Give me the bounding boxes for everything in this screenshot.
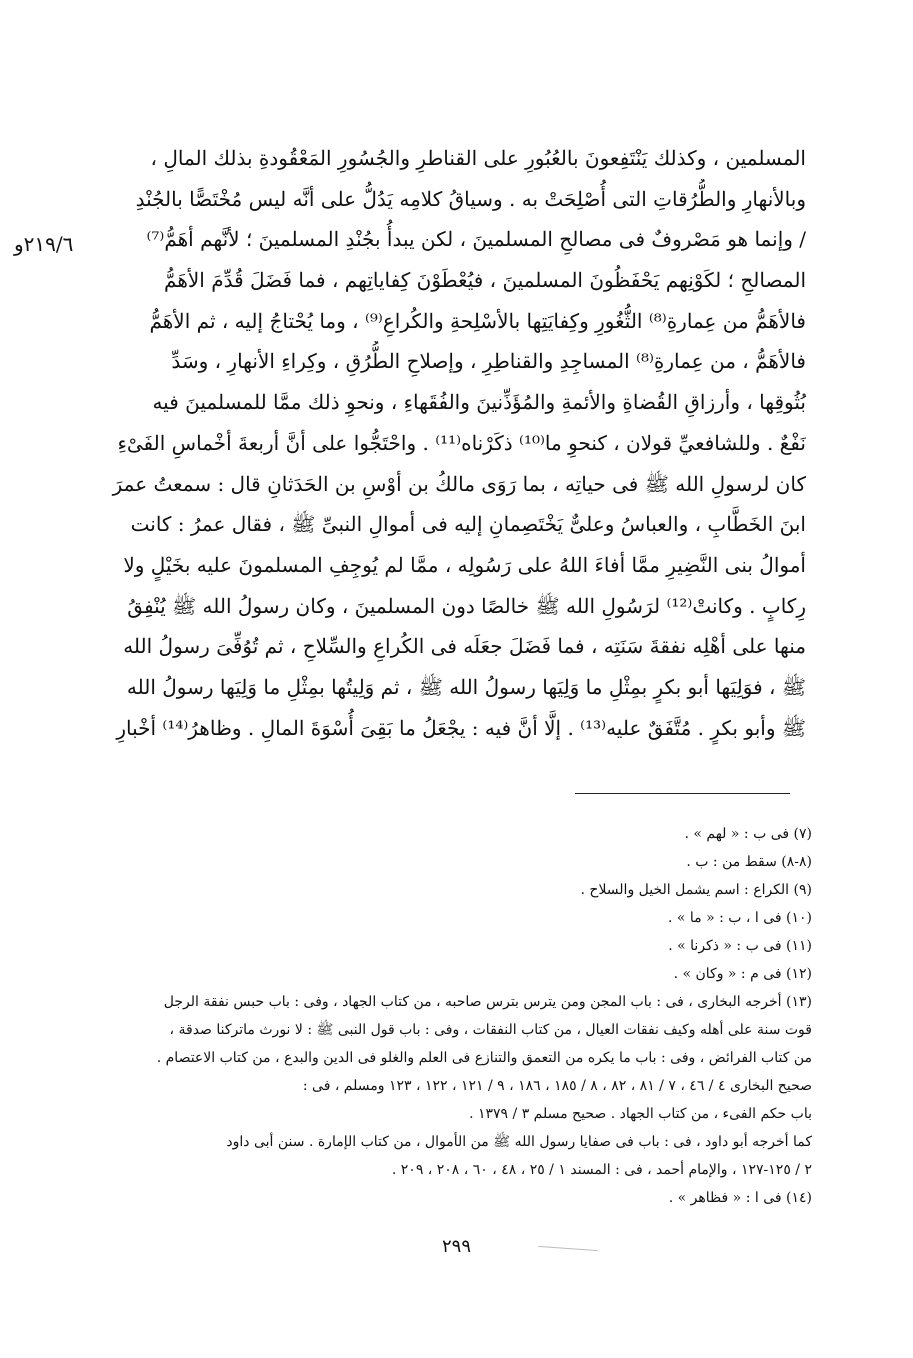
text-line: نَفْعٌ . وللشافعيِّ قولان ، كنحوِ ما⁽¹⁰⁾ ذكَرْناه⁽¹¹⁾ . واحْتَجُّوا على أنَّ أربعةَ أخْماسِ الفَىْءِ — [117, 430, 806, 455]
footnote-line: ٢ / ١٢٥-١٢٧ ، والإمام أحمد ، فى : المسند ١ / ٢٥ ، ٤٨ ، ٦٠ ، ٢٠٨ ، ٢٠٩ . — [391, 1162, 812, 1178]
footnote-separator — [575, 793, 790, 794]
footnote-line: (٨-٨) سقط من : ب . — [686, 854, 812, 870]
text-line: فالأهَمُّ من عِمارةِ⁽⁸⁾ الثُّغُورِ وكِفايَتِها بالأسْلِحةِ والكُراعِ⁽⁹⁾ ، وما يُحْتاجُ إليه ، ثم الأهَمُّ — [149, 308, 806, 333]
text-line: منها على أهْلِه نفقةَ سَنَتِه ، فما فَضَلَ جعَلَه فى الكُراعِ والسِّلاحِ ، ثم تُوُفِّىَ رسولُ الله — [123, 634, 806, 659]
footnote-line: (٧) فى ب : « لهم » . — [684, 826, 812, 842]
footnote-line: (١١) فى ب : « ذكرنا » . — [668, 938, 812, 954]
text-line: وبالأنهارِ والطُّرُقاتِ التى أُصْلِحَتْ به . وسياقُ كلامِه يَدُلُّ على أنَّه ليس مُخْتَصًّا بالجُنْدِ — [135, 186, 806, 211]
text-line: ابنَ الخَطَّابِ ، والعباسُ وعلىٌّ يَخْتَصِمانِ إليه فى أموالِ النبىِّ ﷺ ، فقال عمرُ : كانت — [130, 512, 806, 537]
margin-folio-note: ٢١٩/٦و — [14, 232, 74, 256]
footnote-line: من كتاب الفرائض ، وفى : باب ما يكره من التعمق والتنازع فى العلم والغلو فى الدين والبدع ، من كتاب الاعتصام . — [156, 1050, 812, 1066]
footnotes — [102, 820, 812, 1212]
text-line: أموالُ بنى النَّضِيرِ ممَّا أفاءَ اللهُ على رَسُولِه ، ممَّا لم يُوجِفِ المسلمونَ عليه بخَيْلٍ ولا — [123, 552, 806, 577]
text-line: بُثُوقِها ، وأرزاقِ القُضاةِ والأئمةِ والمُؤَذِّنينَ والفُقَهاءِ ، ونحوِ ذلك ممَّا للمسلمينَ فيه — [152, 390, 806, 415]
main-text — [102, 138, 806, 748]
footnote-line: (١٠) فى ا ، ب : « ما » . — [667, 910, 812, 926]
text-line: / وإنما هو مَصْروفٌ فى مصالحِ المسلمينَ ، لكن يبدأُ بجُنْدِ المسلمينَ ؛ لأنَّهم أهَمُّ⁽⁷⁾ — [146, 227, 806, 252]
footnote-line: (١٢) فى م : « وكان » . — [673, 966, 812, 982]
footnote-line: (٩) الكراع : اسم يشمل الخيل والسلاح . — [580, 882, 812, 898]
footnote-line: قوت سنة على أهله وكيف نفقات العيال ، من كتاب النفقات ، وفى : باب قول النبى ﷺ : لا نورث ماتركنا صدقة ، — [169, 1022, 812, 1038]
footnote-line: كما أخرجه أبو داود ، فى : باب فى صفايا رسول الله ﷺ من الأموال ، من كتاب الإمارة . سنن أبى داود — [226, 1134, 812, 1150]
footnote-line: (١٤) فى ا : « فظاهر » . — [668, 1190, 812, 1206]
text-line: المسلمين ، وكذلك يَنْتَفِعونَ بالعُبُورِ على القناطرِ والجُسُورِ المَعْقُودةِ بذلك المالِ ، — [150, 146, 806, 170]
text-line: ﷺ وأبو بكرٍ . مُتَّفَقٌ عليه⁽¹³⁾ . إلَّا أنَّ فيه : يجْعَلُ ما بَقِىَ أُسْوَةَ المالِ . وظاهرُ⁽¹⁴⁾ أخْبارِ — [116, 715, 806, 740]
text-line: فالأهَمُّ ، من عِمارةِ⁽⁸⁾ المساجِدِ والقناطِرِ ، وإصلاحِ الطُّرُقِ ، وكِراءِ الأنهارِ ، وسَدِّ — [171, 349, 806, 374]
text-line: كان لرسولِ الله ﷺ فى حياتِه ، بما رَوَى مالكُ بن أوْسِ بن الحَدَثانِ قال : سمعتُ عمرَ — [112, 471, 806, 496]
footnote-line: باب حكم الفىء ، من كتاب الجهاد . صحيح مسلم ٣ / ١٣٧٩ . — [469, 1106, 812, 1122]
text-line: رِكابٍ . وكانتْ⁽¹²⁾ لرَسُولِ الله ﷺ خالصًا دون المسلمينَ ، وكان رسولُ الله ﷺ يُنْفِقُ — [127, 593, 806, 618]
page-number: ٢٩٩ — [441, 1236, 471, 1257]
footnote-line: صحيح البخارى ٤ / ٤٦ ، ٧ / ٨١ ، ٨٢ ، ٨ / ١٨٥ ، ١٨٦ ، ٩ / ١٢١ ، ١٢٢ ، ١٢٣ ومسلم ، فى : — [302, 1078, 812, 1094]
text-line: المصالحِ ؛ لكَوْنِهم يَحْفَظُونَ المسلمينَ ، فيُعْطَوْنَ كِفاياتِهم ، فما فَضَلَ قُدِّمَ الأهَمُّ — [164, 268, 806, 293]
footnote-line: (١٣) أخرجه البخارى ، فى : باب المجن ومن يترس بترس صاحبه ، من كتاب الجهاد ، وفى : باب حبس نفقة الرجل — [163, 994, 812, 1010]
text-line: ﷺ ، فوَلِيَها أبو بكرٍ بمِثْلِ ما وَلِيَها رسولُ الله ﷺ ، ثم وَلِيتُها بمِثْلِ ما وَلِيَها رسولُ الله — [126, 674, 806, 699]
